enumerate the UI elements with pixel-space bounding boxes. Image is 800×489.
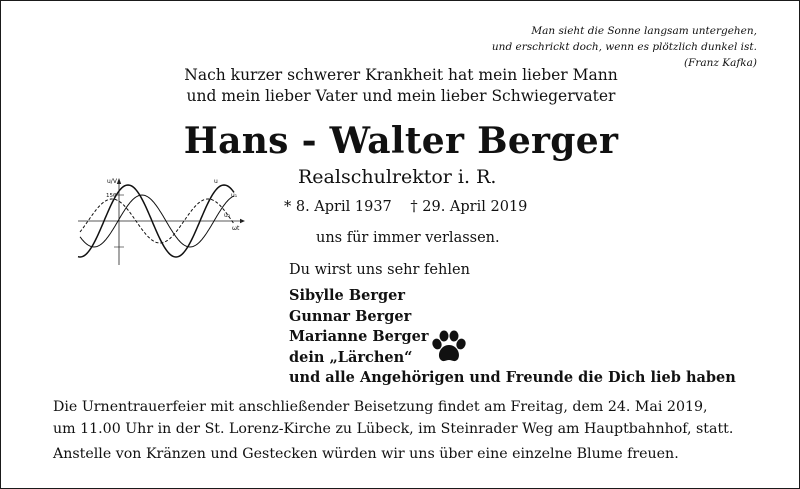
deceased-name: Hans - Walter Berger <box>183 120 619 162</box>
wave-y-label: u/V <box>107 178 117 185</box>
mourner-4: dein „Lärchen“ <box>289 348 413 366</box>
death-date: † 29. April 2019 <box>410 199 528 215</box>
service-line-1: Die Urnentrauerfeier mit anschließender Beisetzung findet am Freitag, dem 24. Mai 2019, <box>53 399 708 415</box>
intro-line-1: Nach kurzer schwerer Krankheit hat mein lieber Mann <box>184 66 618 84</box>
intro-text <box>1 65 800 107</box>
mourner-2: Gunnar Berger <box>289 307 412 325</box>
flowers-request: Anstelle von Kränzen und Gestecken würden wir uns über eine einzelne Blume freuen. <box>53 446 679 462</box>
sine-wave-diagram-icon <box>74 175 246 265</box>
paw-print-icon <box>431 330 467 364</box>
mourners-list <box>289 286 736 389</box>
kafka-quote <box>427 23 757 71</box>
funeral-service-info <box>53 396 733 440</box>
deceased-title: Realschulrektor i. R. <box>298 166 497 188</box>
birth-date: * 8. April 1937 <box>284 199 392 215</box>
wave-value-label: 150 <box>106 193 117 199</box>
wave-x-label: ωt <box>232 225 240 232</box>
miss-you-text: Du wirst uns sehr fehlen <box>289 262 470 278</box>
quote-line-2: und erschrickt doch, wenn es plötzlich dunkel ist. <box>491 41 757 53</box>
quote-author: (Franz Kafka) <box>683 57 757 69</box>
life-dates <box>284 197 541 217</box>
mourner-3: Marianne Berger <box>289 328 429 345</box>
mourner-5: und alle Angehörigen und Freunde die Dich lieb haben <box>289 369 736 386</box>
mourner-1: Sibylle Berger <box>289 287 405 304</box>
wave-u2-label: u₂ <box>224 212 231 219</box>
service-line-2: um 11.00 Uhr in der St. Lorenz-Kirche zu Lübeck, im Steinrader Weg am Hauptbahnhof, statt. <box>53 421 734 437</box>
wave-u1-label: u₁ <box>231 192 238 199</box>
passed-away-text: uns für immer verlassen. <box>316 230 500 246</box>
intro-line-2: und mein lieber Vater und mein lieber Schwiegervater <box>186 87 616 105</box>
wave-u-label: u <box>214 178 218 185</box>
quote-line-1: Man sieht die Sonne langsam untergehen, <box>531 25 757 37</box>
